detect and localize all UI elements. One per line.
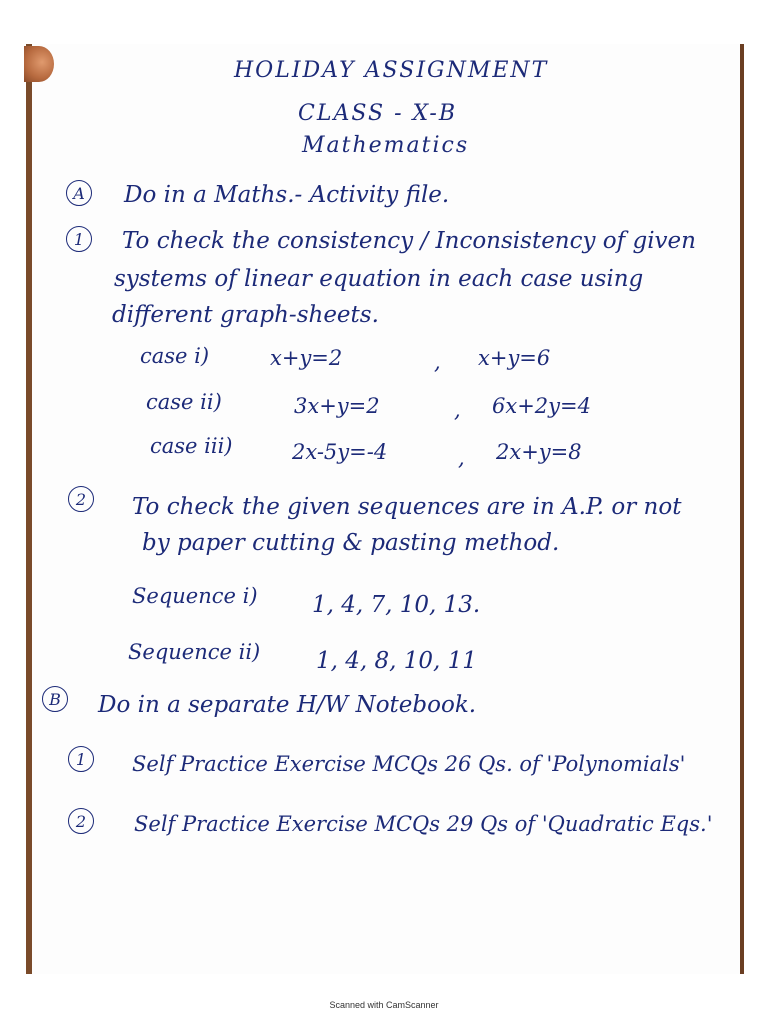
section-a-marker: A [66, 180, 92, 206]
subject-line: Mathematics [302, 133, 470, 158]
item-1-line-1: To check the consistency / Inconsistency of given [122, 228, 696, 254]
case-2-eq-1: 3x+y=2 [294, 394, 380, 418]
sequence-1-values: 1, 4, 7, 10, 13. [312, 592, 481, 618]
scan-background [0, 0, 768, 44]
item-1-line-2: systems of linear equation in each case using [114, 266, 644, 292]
b-item-1-text: Self Practice Exercise MCQs 26 Qs. of 'Polynomials' [132, 752, 686, 776]
scanner-watermark: Scanned with CamScanner [329, 1000, 439, 1010]
case-1-label: case i) [140, 344, 210, 368]
b-item-1-marker: 1 [68, 746, 94, 772]
case-2-comma: , [454, 398, 461, 422]
page-title: HOLIDAY ASSIGNMENT [234, 58, 549, 83]
sequence-2-values: 1, 4, 8, 10, 11 [316, 648, 477, 674]
item-1-line-3: different graph-sheets. [112, 302, 379, 328]
case-3-eq-2: 2x+y=8 [496, 440, 582, 464]
case-3-eq-1: 2x-5y=-4 [292, 440, 388, 464]
case-1-eq-2: x+y=6 [478, 346, 551, 370]
item-2-marker: 2 [68, 486, 94, 512]
case-3-label: case iii) [150, 434, 233, 458]
case-2-eq-2: 6x+2y=4 [492, 394, 591, 418]
item-1-marker: 1 [66, 226, 92, 252]
item-2-line-2: by paper cutting & pasting method. [142, 530, 560, 556]
section-b-heading: Do in a separate H/W Notebook. [98, 692, 477, 718]
case-1-comma: , [434, 350, 441, 374]
sequence-2-label: Sequence ii) [128, 640, 261, 664]
case-1-eq-1: x+y=2 [270, 346, 343, 370]
item-2-line-1: To check the given sequences are in A.P. or not [132, 494, 682, 520]
sequence-1-label: Sequence i) [132, 584, 258, 608]
class-line: CLASS - X-B [298, 101, 457, 126]
case-3-comma: , [458, 446, 465, 470]
b-item-2-marker: 2 [68, 808, 94, 834]
case-2-label: case ii) [146, 390, 222, 414]
section-a-heading: Do in a Maths.- Activity file. [124, 182, 450, 208]
thumb-shadow [24, 46, 54, 82]
b-item-2-text: Self Practice Exercise MCQs 29 Qs of 'Quadratic Eqs.' [134, 812, 713, 836]
section-b-marker: B [42, 686, 68, 712]
